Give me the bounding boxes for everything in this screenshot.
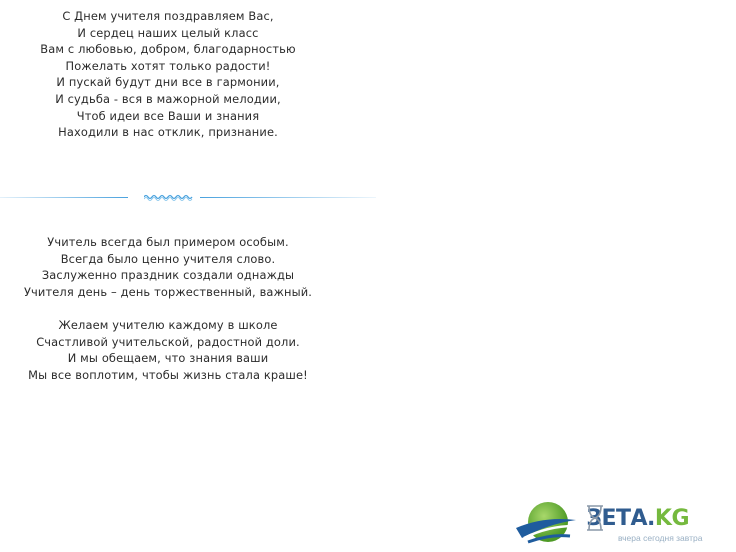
brand-main: ЗЕТА. xyxy=(586,506,655,531)
poem-line: Заслуженно праздник создали однажды xyxy=(41,268,295,283)
brand-suffix: KG xyxy=(654,506,689,531)
poem-line: И судьба - вся в мажорной мелодии, xyxy=(55,91,281,106)
stanza-gap xyxy=(0,300,336,317)
poem-line: Желаем учителю каждому в школе xyxy=(58,317,278,332)
poem-line: Мы все воплотим, чтобы жизнь стала краше! xyxy=(28,367,308,382)
poem-line: Счастливой учительской, радостной доли. xyxy=(36,334,300,349)
poem-line: С Днем учителя поздравляем Вас, xyxy=(62,9,274,23)
poem-line: Вам с любовью, добром, благодарностью xyxy=(40,42,296,57)
globe-logo-icon xyxy=(514,498,578,548)
poem-line: Учитель всегда был примером особым. xyxy=(47,235,289,249)
poem-line: Учителя день – день торжественный, важный. xyxy=(23,284,313,299)
hourglass-icon xyxy=(584,504,606,532)
poem-line: Находили в нас отклик, признание. xyxy=(58,125,278,140)
poem-line: И мы обещаем, что знания ваши xyxy=(67,351,269,366)
wave-ornament-icon xyxy=(144,193,194,201)
divider-line-right xyxy=(200,197,376,198)
poem-line: И пускай будут дни все в гармонии, xyxy=(56,75,280,90)
poem-bottom xyxy=(0,234,336,383)
site-watermark-logo xyxy=(514,496,736,552)
poem-line: Чтоб идеи все Ваши и знания xyxy=(76,108,260,123)
poem-line: Пожелать хотят только радости! xyxy=(65,58,271,73)
poem-line: И сердец наших целый класс xyxy=(77,25,259,40)
ornamental-divider xyxy=(0,196,380,202)
poem-top xyxy=(0,8,336,141)
brand-tagline: вчера сегодня завтра xyxy=(618,533,703,543)
divider-line-left xyxy=(0,197,128,198)
poem-line: Всегда было ценно учителя слово. xyxy=(60,251,276,266)
